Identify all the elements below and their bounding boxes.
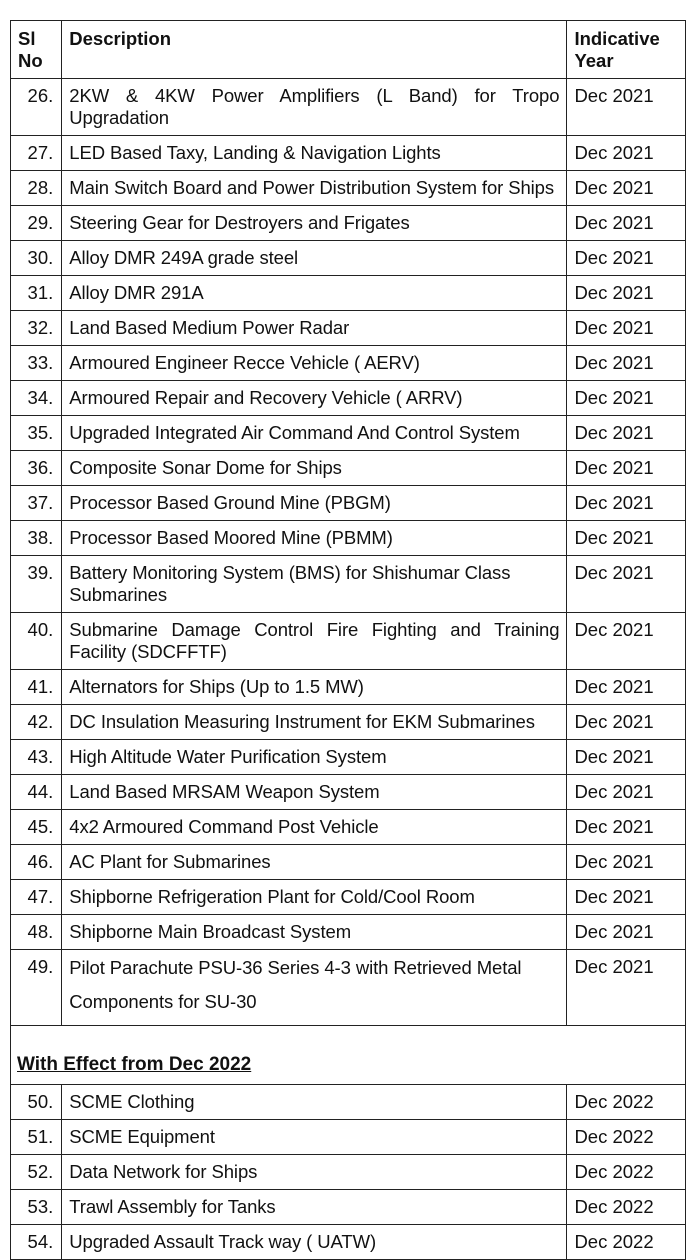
row-description: Alternators for Ships (Up to 1.5 MW) (62, 670, 567, 705)
row-year: Dec 2021 (567, 613, 686, 670)
row-description: Alloy DMR 291A (62, 276, 567, 311)
row-year: Dec 2021 (567, 241, 686, 276)
section-title: With Effect from Dec 2022 (17, 1054, 252, 1075)
row-description: Steering Gear for Destroyers and Frigates (62, 206, 567, 241)
rows-2022 (11, 1085, 686, 1260)
table-row (11, 950, 686, 1026)
row-year: Dec 2021 (567, 171, 686, 206)
row-number: 34. (11, 381, 62, 416)
row-description: Trawl Assembly for Tanks (62, 1190, 567, 1225)
row-number: 43. (11, 740, 62, 775)
row-year: Dec 2021 (567, 950, 686, 1026)
row-year: Dec 2021 (567, 451, 686, 486)
row-number: 49. (11, 950, 62, 1026)
row-year: Dec 2021 (567, 79, 686, 136)
row-number: 52. (11, 1155, 62, 1190)
row-number: 27. (11, 136, 62, 171)
row-description: AC Plant for Submarines (62, 845, 567, 880)
row-year: Dec 2021 (567, 775, 686, 810)
row-year: Dec 2022 (567, 1190, 686, 1225)
row-description: Armoured Engineer Recce Vehicle ( AERV) (62, 346, 567, 381)
row-description: DC Insulation Measuring Instrument for EKM Submarines (62, 705, 567, 740)
row-number: 31. (11, 276, 62, 311)
rows-2021 (11, 79, 686, 1026)
row-year: Dec 2021 (567, 521, 686, 556)
table-row (11, 206, 686, 241)
row-number: 50. (11, 1085, 62, 1120)
row-description: Battery Monitoring System (BMS) for Shishumar Class Submarines (62, 556, 567, 613)
section-row (11, 1026, 686, 1085)
row-number: 42. (11, 705, 62, 740)
row-number: 28. (11, 171, 62, 206)
row-description: Processor Based Moored Mine (PBMM) (62, 521, 567, 556)
row-year: Dec 2021 (567, 810, 686, 845)
row-year: Dec 2021 (567, 845, 686, 880)
row-description: Main Switch Board and Power Distribution System for Ships (62, 171, 567, 206)
table-row (11, 451, 686, 486)
row-description: 2KW & 4KW Power Amplifiers (L Band) for Tropo Upgradation (62, 79, 567, 136)
row-number: 47. (11, 880, 62, 915)
row-description: Pilot Parachute PSU-36 Series 4-3 with Retrieved Metal Components for SU-30 (62, 950, 567, 1026)
table-row (11, 810, 686, 845)
row-description: Alloy DMR 249A grade steel (62, 241, 567, 276)
row-number: 54. (11, 1225, 62, 1260)
row-description: Shipborne Refrigeration Plant for Cold/Cool Room (62, 880, 567, 915)
row-number: 38. (11, 521, 62, 556)
row-number: 32. (11, 311, 62, 346)
row-year: Dec 2022 (567, 1120, 686, 1155)
table-row (11, 670, 686, 705)
row-year: Dec 2021 (567, 311, 686, 346)
section-2022 (11, 1026, 686, 1085)
row-description: SCME Clothing (62, 1085, 567, 1120)
table-row (11, 705, 686, 740)
items-table (10, 20, 686, 1260)
row-description: Shipborne Main Broadcast System (62, 915, 567, 950)
table-row (11, 556, 686, 613)
table-row (11, 845, 686, 880)
row-number: 44. (11, 775, 62, 810)
row-description: Armoured Repair and Recovery Vehicle ( ARRV) (62, 381, 567, 416)
row-number: 33. (11, 346, 62, 381)
header-sl-no: Sl No (11, 21, 62, 79)
row-number: 37. (11, 486, 62, 521)
row-number: 39. (11, 556, 62, 613)
table-row (11, 311, 686, 346)
row-description: 4x2 Armoured Command Post Vehicle (62, 810, 567, 845)
row-description: High Altitude Water Purification System (62, 740, 567, 775)
row-year: Dec 2021 (567, 915, 686, 950)
row-number: 30. (11, 241, 62, 276)
row-description: Upgraded Assault Track way ( UATW) (62, 1225, 567, 1260)
row-number: 45. (11, 810, 62, 845)
row-year: Dec 2021 (567, 880, 686, 915)
row-year: Dec 2021 (567, 416, 686, 451)
table-row (11, 136, 686, 171)
table-row (11, 521, 686, 556)
row-number: 53. (11, 1190, 62, 1225)
row-year: Dec 2021 (567, 206, 686, 241)
row-year: Dec 2022 (567, 1085, 686, 1120)
row-description: Land Based MRSAM Weapon System (62, 775, 567, 810)
row-number: 51. (11, 1120, 62, 1155)
table-row (11, 880, 686, 915)
row-number: 36. (11, 451, 62, 486)
row-number: 26. (11, 79, 62, 136)
row-description: LED Based Taxy, Landing & Navigation Lights (62, 136, 567, 171)
row-number: 40. (11, 613, 62, 670)
row-number: 48. (11, 915, 62, 950)
table-row (11, 915, 686, 950)
row-description: Submarine Damage Control Fire Fighting and Training Facility (SDCFFTF) (62, 613, 567, 670)
row-description: Data Network for Ships (62, 1155, 567, 1190)
table-row (11, 1155, 686, 1190)
row-year: Dec 2021 (567, 670, 686, 705)
row-year: Dec 2021 (567, 486, 686, 521)
row-number: 41. (11, 670, 62, 705)
row-number: 46. (11, 845, 62, 880)
table-row (11, 1085, 686, 1120)
table-row (11, 1190, 686, 1225)
table-row (11, 416, 686, 451)
row-year: Dec 2021 (567, 136, 686, 171)
header-indicative-year: Indicative Year (567, 21, 686, 79)
row-year: Dec 2021 (567, 346, 686, 381)
header-description: Description (62, 21, 567, 79)
row-year: Dec 2021 (567, 276, 686, 311)
row-year: Dec 2021 (567, 705, 686, 740)
table-row (11, 486, 686, 521)
header-row (11, 21, 686, 79)
row-description: Composite Sonar Dome for Ships (62, 451, 567, 486)
table-row (11, 171, 686, 206)
row-year: Dec 2022 (567, 1155, 686, 1190)
table-row (11, 79, 686, 136)
row-year: Dec 2021 (567, 740, 686, 775)
table-row (11, 740, 686, 775)
table-row (11, 1225, 686, 1260)
row-year: Dec 2021 (567, 556, 686, 613)
row-description: Processor Based Ground Mine (PBGM) (62, 486, 567, 521)
row-description: SCME Equipment (62, 1120, 567, 1155)
table-row (11, 1120, 686, 1155)
table-row (11, 613, 686, 670)
row-description: Upgraded Integrated Air Command And Control System (62, 416, 567, 451)
row-year: Dec 2022 (567, 1225, 686, 1260)
table-row (11, 775, 686, 810)
table-row (11, 346, 686, 381)
row-year: Dec 2021 (567, 381, 686, 416)
row-number: 35. (11, 416, 62, 451)
row-description: Land Based Medium Power Radar (62, 311, 567, 346)
table-row (11, 276, 686, 311)
row-number: 29. (11, 206, 62, 241)
table-row (11, 381, 686, 416)
table-row (11, 241, 686, 276)
